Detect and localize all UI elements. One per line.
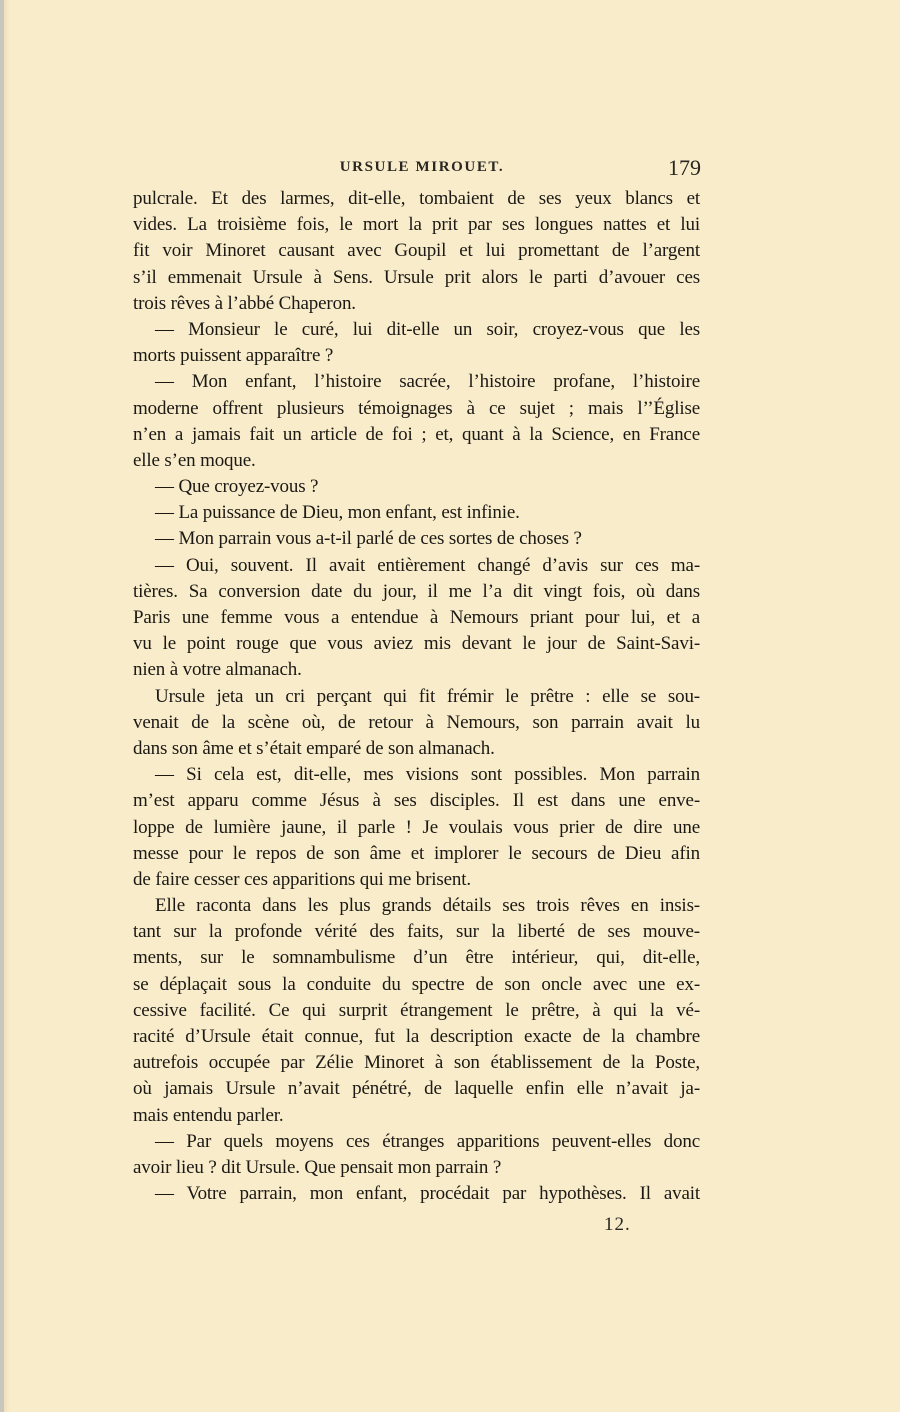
text-line: dans son âme et s’était emparé de son almanach. [133, 737, 495, 759]
text-line: pulcrale. Et des larmes, dit-elle, tombaient de ses yeux blancs et [133, 188, 700, 209]
text-line: autrefois occupée par Zélie Minoret à son établissement de la Poste, [133, 1052, 700, 1074]
text-line: fit voir Minoret causant avec Goupil et lui promettant de l’argent [133, 240, 700, 262]
text-line: — Si cela est, dit-elle, mes visions sont possibles. Mon parrain [155, 764, 700, 786]
text-line: de faire cesser ces apparitions qui me brisent. [133, 868, 471, 890]
text-line: tières. Sa conversion date du jour, il me l’a dit vingt fois, où dans [133, 580, 700, 602]
text-line: trois rêves à l’abbé Chaperon. [133, 292, 356, 314]
text-line: elle s’en moque. [133, 449, 256, 471]
text-line: se déplaçait sous la conduite du spectre de son oncle avec une ex- [133, 973, 700, 995]
text-line: racité d’Ursule était connue, fut la description exacte de la chambre [133, 1026, 700, 1047]
text-line: moderne offrent plusieurs témoignages à ce sujet ; mais l’’Église [133, 397, 700, 419]
body-text [133, 186, 700, 1207]
text-line: nien à votre almanach. [133, 659, 302, 681]
running-head [133, 157, 711, 183]
text-line: vu le point rouge que vous aviez mis devant le jour de Saint-Savi- [133, 633, 700, 655]
text-line: — Oui, souvent. Il avait entièrement changé d’avis sur ces ma- [155, 554, 700, 576]
signature-mark: 12. [604, 1214, 631, 1235]
text-line: avoir lieu ? dit Ursule. Que pensait mon parrain ? [133, 1156, 502, 1178]
text-line: Paris une femme vous a entendue à Nemours priant pour lui, et a [133, 607, 700, 628]
text-line: vides. La troisième fois, le mort la prit par ses longues nattes et lui [133, 214, 700, 236]
text-line: messe pour le repos de son âme et implorer le secours de Dieu afin [133, 842, 700, 864]
page-gutter-shadow [4, 0, 10, 1412]
text-line: Ursule jeta un cri perçant qui fit frémir le prêtre : elle se sou- [155, 685, 700, 707]
text-line: où jamais Ursule n’avait pénétré, de laquelle enfin elle n’avait ja- [133, 1078, 700, 1100]
text-line: venait de la scène où, de retour à Nemours, son parrain avait lu [133, 711, 700, 733]
text-line: m’est apparu comme Jésus à ses disciples. Il est dans une enve- [133, 790, 700, 812]
page-number: 179 [668, 155, 701, 180]
text-line: — Mon parrain vous a-t-il parlé de ces sortes de choses ? [155, 528, 582, 550]
text-line: — Que croyez-vous ? [155, 476, 319, 498]
text-line: s’il emmenait Ursule à Sens. Ursule prit alors le parti d’avouer ces [133, 266, 700, 288]
text-line: mais entendu parler. [133, 1104, 284, 1126]
text-line: morts puissent apparaître ? [133, 345, 334, 367]
text-line: n’en a jamais fait un article de foi ; et, quant à la Science, en France [133, 423, 700, 445]
text-line: — Monsieur le curé, lui dit-elle un soir, croyez-vous que les [155, 318, 700, 340]
text-line: loppe de lumière jaune, il parle ! Je voulais vous prier de dire une [133, 816, 700, 838]
text-line: ments, sur le somnambulisme d’un être intérieur, qui, dit-elle, [133, 947, 700, 969]
text-line: cessive facilité. Ce qui surprit étrangement le prêtre, à qui la vé- [133, 999, 700, 1021]
text-line: — Votre parrain, mon enfant, procédait par hypothèses. Il avait [155, 1183, 700, 1205]
text-line: — La puissance de Dieu, mon enfant, est infinie. [155, 502, 520, 524]
text-line: — Mon enfant, l’histoire sacrée, l’histoire profane, l’histoire [155, 371, 700, 393]
text-line: — Par quels moyens ces étranges apparitions peuvent-elles donc [155, 1130, 700, 1152]
text-line: Elle raconta dans les plus grands détails ses trois rêves en insis- [155, 895, 700, 917]
running-title: URSULE MIROUET. [339, 159, 505, 175]
text-line: tant sur la profonde vérité des faits, sur la liberté de ses mouve- [133, 921, 700, 943]
